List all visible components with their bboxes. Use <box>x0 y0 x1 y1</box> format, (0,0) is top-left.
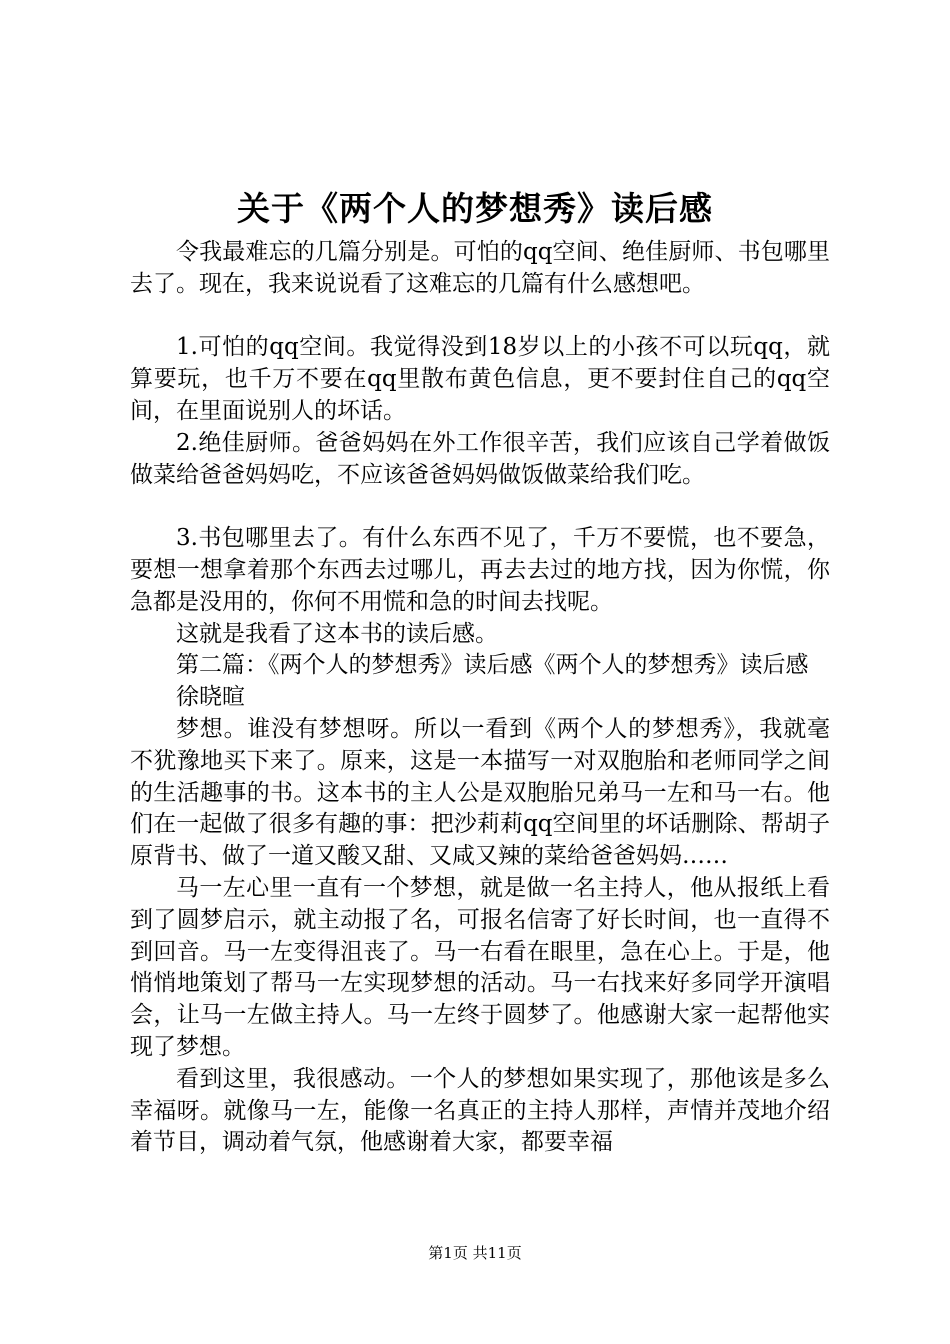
blank-line <box>130 301 830 333</box>
document-title: 关于《两个人的梦想秀》读后感 <box>237 189 713 228</box>
paragraph-6: 梦想。谁没有梦想呀。所以一看到《两个人的梦想秀》，我就毫不犹豫地买下来了。原来，这是一本描写一对双胞胎和老师同学之间的生活趣事的书。这本书的主人公是双胞胎兄弟马一左和马一右。他们在一起做了很多有趣的事：把沙莉莉qq空间里的坏话删除、帮胡子原背书、做了一道又酸又甜、又咸又辣的菜给爸爸妈妈…… <box>130 715 830 870</box>
paragraph-5: 这就是我看了这本书的读后感。 <box>176 620 498 647</box>
paragraph-8: 看到这里，我很感动。一个人的梦想如果实现了，那他该是多么幸福呀。就像马一左，能像一名真正的主持人那样，声情并茂地介绍着节目，调动着气氛，他感谢着大家，都要幸福 <box>130 1065 830 1156</box>
page-footer: 第1页 共11页 <box>428 1244 522 1262</box>
author-name: 徐晓暄 <box>176 684 245 711</box>
paragraph-2: 1.可怕的qq空间。我觉得没到18岁以上的小孩不可以玩qq，就算要玩，也千万不要在qq里散布黄色信息，更不要封住自己的qq空间，在里面说别人的坏话。 <box>130 334 830 424</box>
section-heading: 第二篇：《两个人的梦想秀》读后感《两个人的梦想秀》读后感 <box>176 652 809 679</box>
blank-line <box>130 491 830 523</box>
paragraph-4: 3.书包哪里去了。有什么东西不见了，千万不要慌，也不要急，要想一想拿着那个东西去过哪儿，再去去过的地方找，因为你慌，你急都是没用的，你何不用慌和急的时间去找呢。 <box>130 525 830 615</box>
paragraph-7: 马一左心里一直有一个梦想，就是做一名主持人，他从报纸上看到了圆梦启示，就主动报了名，可报名信寄了好长时间，也一直得不到回音。马一左变得沮丧了。马一右看在眼里，急在心上。于是，他悄悄地策划了帮马一左实现梦想的活动。马一右找来好多同学开演唱会，让马一左做主持人。马一左终于圆梦了。他感谢大家一起帮他实现了梦想。 <box>130 874 830 1060</box>
paragraph-3: 2.绝佳厨师。爸爸妈妈在外工作很辛苦，我们应该自己学着做饭做菜给爸爸妈妈吃，不应该爸爸妈妈做饭做菜给我们吃。 <box>130 429 830 488</box>
document-body <box>130 237 830 1159</box>
paragraph-1: 令我最难忘的几篇分别是。可怕的qq空间、绝佳厨师、书包哪里去了。现在，我来说说看了这难忘的几篇有什么感想吧。 <box>130 239 830 297</box>
